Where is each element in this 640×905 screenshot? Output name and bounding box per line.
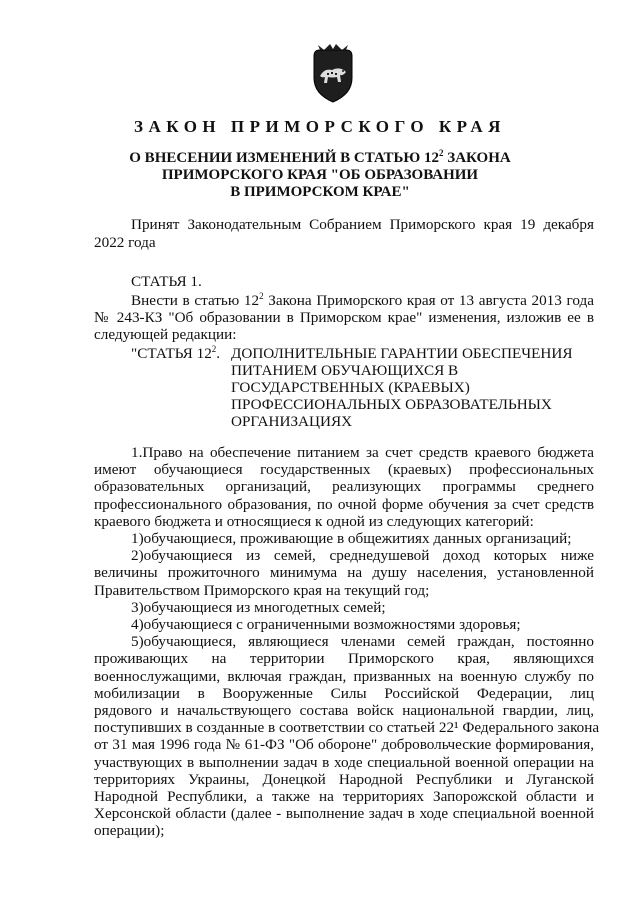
law-subtitle <box>120 150 520 201</box>
intro-line: Внести в статью $12^2$ Закона Приморского края от 13 августа 2013 года <box>131 290 594 309</box>
body-line: участвующих в выполнении задач в ходе специальной военной операции на <box>94 753 594 771</box>
quoted-title-line: ПРОФЕССИОНАЛЬНЫХ ОБРАЗОВАТЕЛЬНЫХ <box>231 396 552 413</box>
body-line: 4)обучающиеся с ограниченными возможностями здоровья; <box>131 616 521 634</box>
quoted-article-title <box>231 345 591 430</box>
quoted-article-label: "СТАТЬЯ $12^2$. <box>131 343 221 362</box>
body-line: рядового и начальствующего состава войск национальной гвардии, лиц, <box>94 702 594 720</box>
law-subtitle-line: ПРИМОРСКОГО КРАЯ "ОБ ОБРАЗОВАНИИ <box>161 167 479 183</box>
body-line: 1)обучающиеся, проживающие в общежитиях данных организаций; <box>131 530 572 548</box>
article-intro <box>94 292 594 343</box>
adoption-line: Принят Законодательным Собранием Приморского края 19 декабря <box>131 216 594 233</box>
intro-line: № 243-КЗ "Об образовании в Приморском крае" изменения, изложив ее в <box>94 309 594 326</box>
body-line: краевого бюджета и относящиеся к одной из следующих категорий: <box>94 512 534 530</box>
quoted-title-line: ОРГАНИЗАЦИЯХ <box>231 413 353 430</box>
body-line: профессионального образования, по очной форме обучения за счет средств <box>94 495 594 513</box>
body-line: от 31 мая 1996 года № 61-ФЗ "Об обороне" добровольческие формирования, <box>94 736 594 754</box>
body-line: военнослужащими, включая граждан, призванных на военную службу по <box>94 667 594 685</box>
body-line: территориях Украины, Донецкой Народной Республики и Луганской <box>94 770 594 788</box>
body-line: Херсонской области (далее - выполнение задач в ходе специальной военной <box>94 805 594 823</box>
quoted-title-line: ПИТАНИЕМ ОБУЧАЮЩИХСЯ В <box>231 362 459 379</box>
body-line: 1.Право на обеспечение питанием за счет средств краевого бюджета <box>131 444 594 461</box>
intro-line: следующей редакции: <box>94 326 237 343</box>
body-line: поступивших в созданные в соответствии со статьей 22¹ Федерального закона <box>94 719 600 737</box>
body-line: 3)обучающиеся из многодетных семей; <box>131 598 386 616</box>
body-line: проживающих на территории Приморского края, являющихся <box>94 650 594 668</box>
body-line: Правительством Приморского края на текущий год; <box>94 581 430 599</box>
quoted-title-line: ДОПОЛНИТЕЛЬНЫЕ ГАРАНТИИ ОБЕСПЕЧЕНИЯ <box>231 345 573 362</box>
law-title: ЗАКОН ПРИМОРСКОГО КРАЯ <box>134 117 506 136</box>
body-line: имеют обучающиеся государственных (краевых) профессиональных <box>94 461 594 479</box>
coat-of-arms-emblem <box>310 42 356 104</box>
body-line: величины прожиточного минимума на душу населения, установленной <box>94 564 594 582</box>
adoption-note <box>94 216 594 252</box>
article-body <box>94 444 600 840</box>
adoption-line: 2022 года <box>94 234 156 251</box>
body-line: Народной Республики, а также на территориях Запорожской области и <box>94 788 594 806</box>
body-line: мобилизации в Вооруженные Силы Российской Федерации, лиц <box>94 684 594 702</box>
body-line: 5)обучающиеся, являющиеся членами семей граждан, постоянно <box>131 633 594 651</box>
quoted-title-line: ГОСУДАРСТВЕННЫХ (КРАЕВЫХ) <box>231 379 470 396</box>
body-line: образовательных организаций, реализующих программы среднего <box>94 478 594 496</box>
law-subtitle-line: О ВНЕСЕНИИ ИЗМЕНЕНИЙ В СТАТЬЮ $12^2$ ЗАКОНА <box>129 148 511 166</box>
body-line: операции); <box>94 822 165 840</box>
article-heading: СТАТЬЯ 1. <box>131 273 202 290</box>
law-subtitle-line: В ПРИМОРСКОМ КРАЕ" <box>230 184 410 200</box>
body-line: 2)обучающиеся из семей, среднедушевой доход которых ниже <box>131 547 594 565</box>
